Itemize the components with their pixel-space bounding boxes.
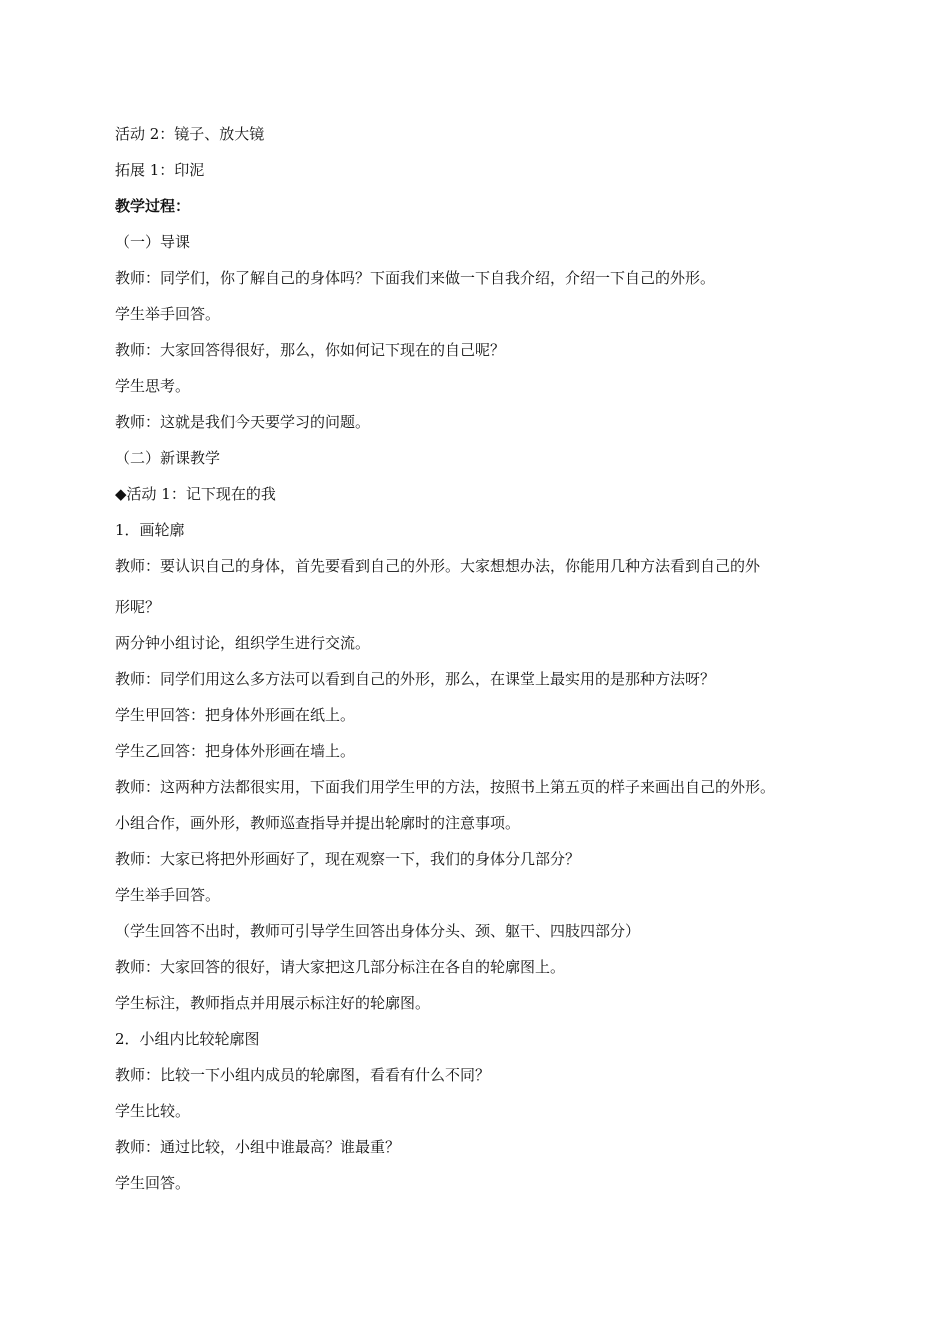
- activity-1-heading: ◆活动 1：记下现在的我: [115, 485, 276, 503]
- teaching-process-heading: 教学过程：: [115, 197, 191, 215]
- paragraph-line: 教师：大家回答得很好，那么，你如何记下现在的自己呢？: [115, 341, 506, 359]
- paragraph-line: 教师：通过比较，小组中谁最高？谁最重？: [115, 1138, 401, 1156]
- paragraph-line: 教师：要认识自己的身体，首先要看到自己的外形。大家想想办法，你能用几种方法看到自己的外: [115, 557, 761, 575]
- paragraph-line: 教师：比较一下小组内成员的轮廓图，看看有什么不同？: [115, 1066, 491, 1084]
- paragraph-line: 学生举手回答。: [115, 305, 221, 323]
- paragraph-line: 学生比较。: [115, 1102, 191, 1120]
- paragraph-line: 学生甲回答：把身体外形画在纸上。: [115, 706, 356, 724]
- paragraph-line: 教师：同学们用这么多方法可以看到自己的外形，那么，在课堂上最实用的是那种方法呀？: [115, 670, 716, 688]
- paragraph-line-continued: 形呢？: [115, 598, 161, 616]
- subsection-1-heading: 1．画轮廓: [115, 521, 185, 539]
- paragraph-line: 学生乙回答：把身体外形画在墙上。: [115, 742, 356, 760]
- paragraph-line: 教师：大家已将把外形画好了，现在观察一下，我们的身体分几部分？: [115, 850, 581, 868]
- section-1-heading: （一）导课: [115, 233, 191, 251]
- paragraph-line: 小组合作，画外形，教师巡查指导并提出轮廓时的注意事项。: [115, 814, 521, 832]
- document-body: [115, 124, 855, 1209]
- paragraph-line: 两分钟小组讨论，组织学生进行交流。: [115, 634, 371, 652]
- paragraph-line: 教师：这就是我们今天要学习的问题。: [115, 413, 371, 431]
- paragraph-line: 学生思考。: [115, 377, 191, 395]
- paragraph-line: 学生标注，教师指点并用展示标注好的轮廓图。: [115, 994, 431, 1012]
- extension-1-line: 拓展 1：印泥: [115, 161, 205, 179]
- paragraph-line: 教师：同学们，你了解自己的身体吗？下面我们来做一下自我介绍，介绍一下自己的外形。: [115, 269, 716, 287]
- subsection-2-heading: 2．小组内比较轮廓图: [115, 1030, 260, 1048]
- paragraph-line: 教师：大家回答的很好，请大家把这几部分标注在各自的轮廓图上。: [115, 958, 566, 976]
- paragraph-line: 教师：这两种方法都很实用，下面我们用学生甲的方法，按照书上第五页的样子来画出自己的外形。: [115, 778, 776, 796]
- section-2-heading: （二）新课教学: [115, 449, 221, 467]
- activity-2-line: 活动 2：镜子、放大镜: [115, 125, 265, 143]
- paragraph-line: （学生回答不出时，教师可引导学生回答出身体分头、颈、躯干、四肢四部分）: [115, 922, 641, 940]
- paragraph-line: 学生举手回答。: [115, 886, 221, 904]
- paragraph-line: 学生回答。: [115, 1174, 191, 1192]
